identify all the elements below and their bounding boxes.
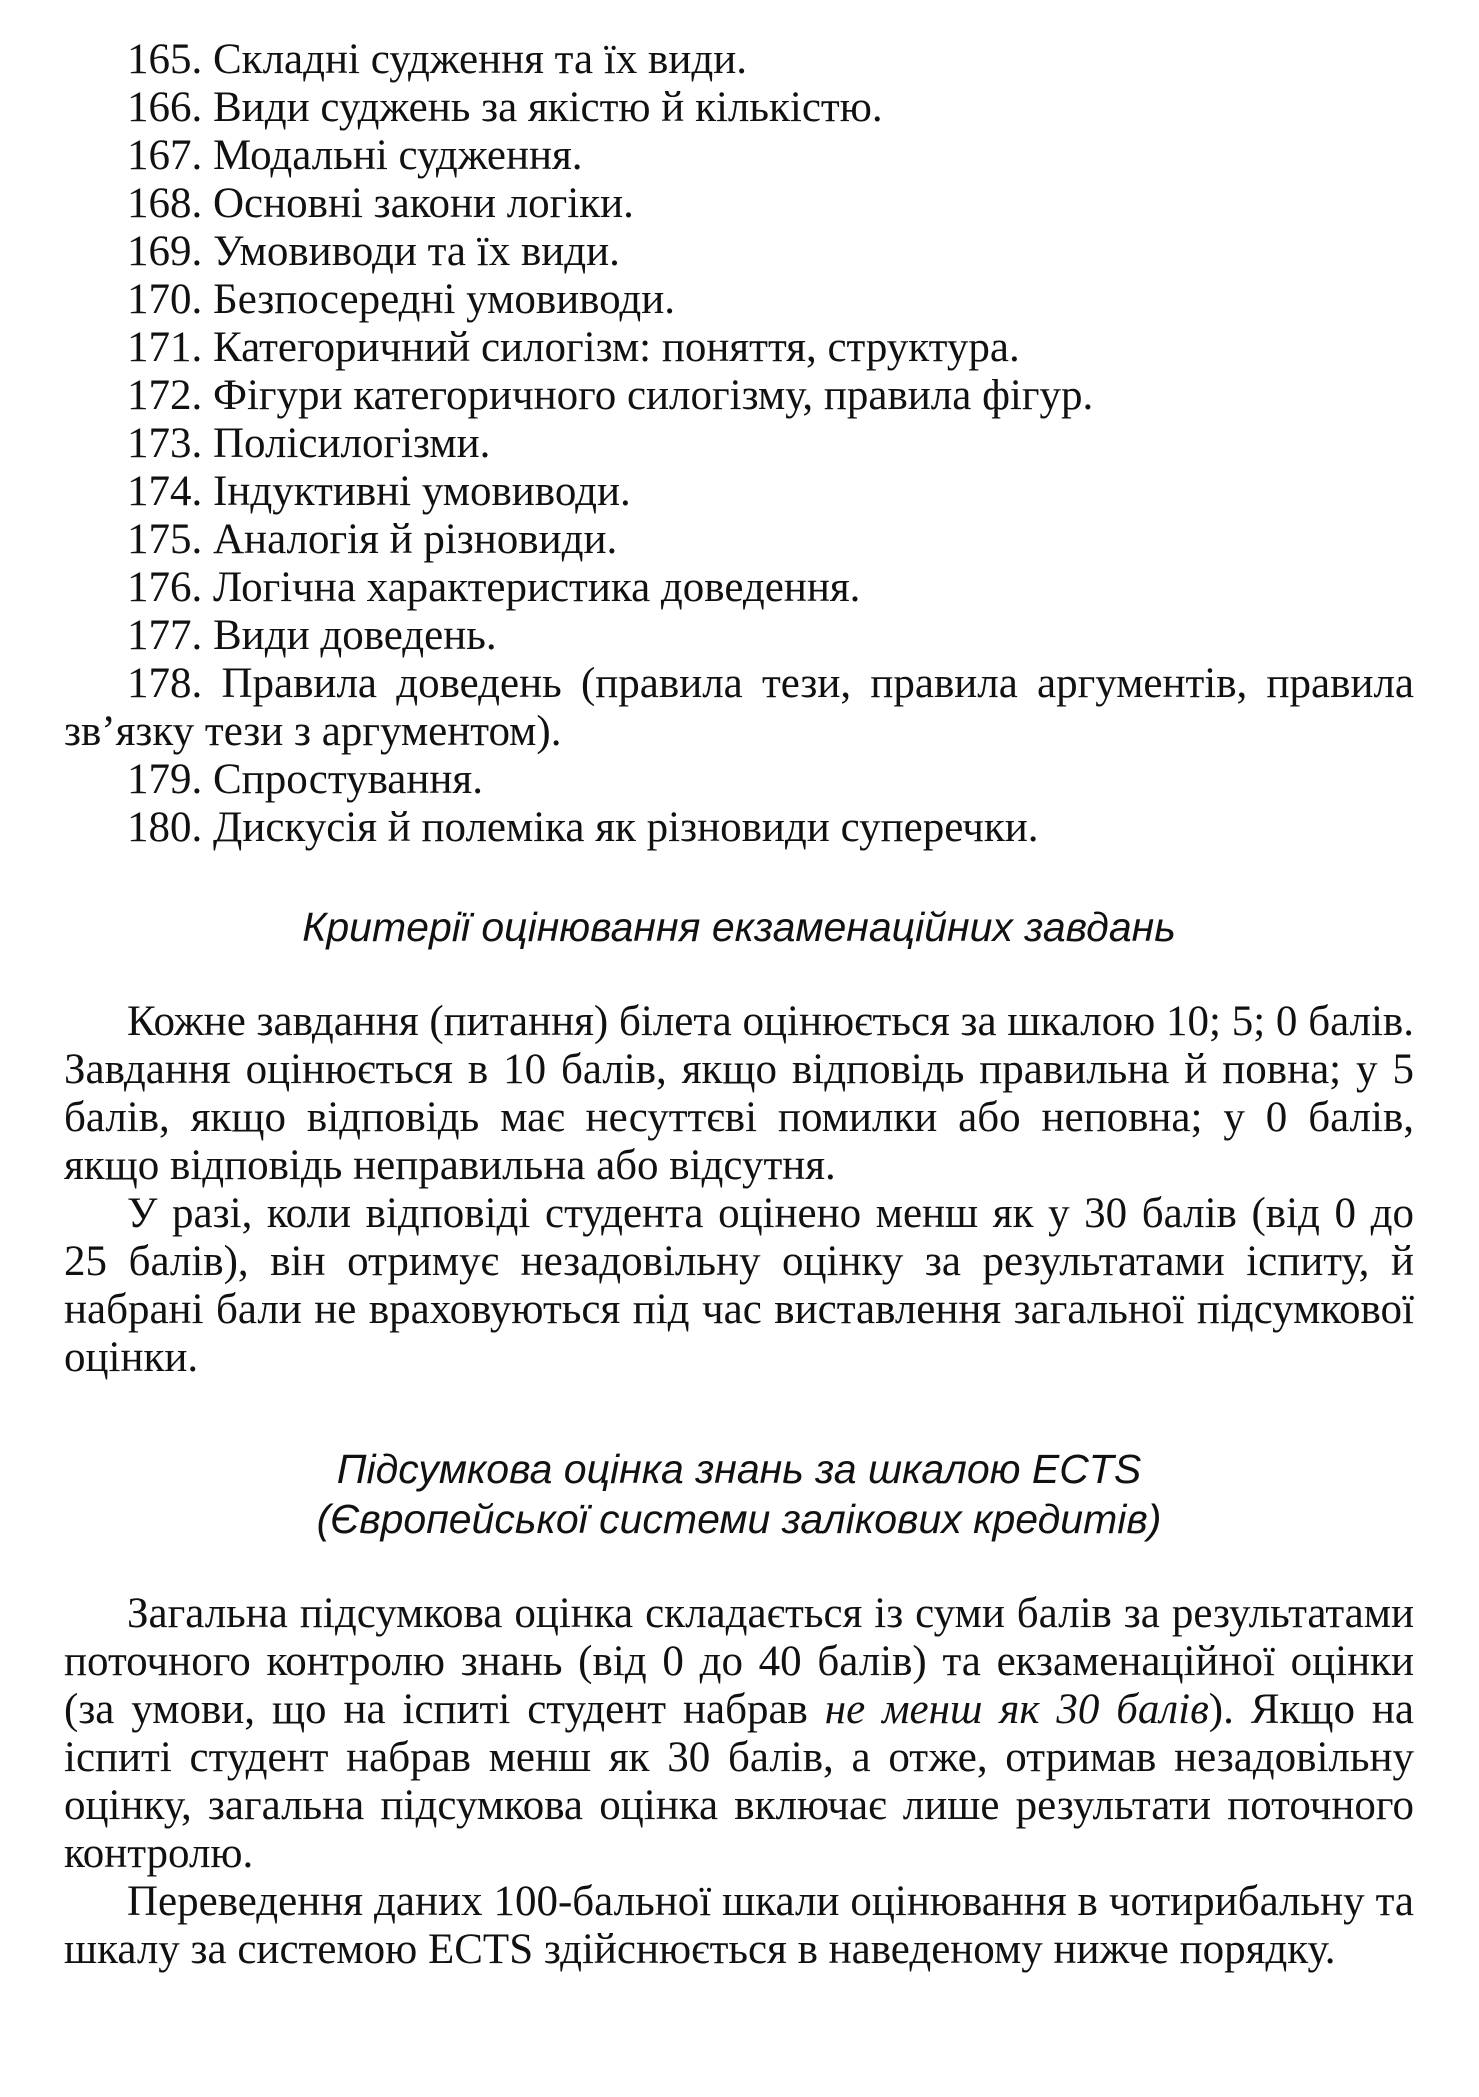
emphasis-text: не менш як 30 балів [824, 1686, 1209, 1733]
list-item: 175. Аналогія й різновиди. [127, 516, 618, 563]
list-item: 178. Правила доведень (правила тези, правила аргументів, правила зв’язку тези з аргументом). [64, 660, 1414, 755]
list-item: 167. Модальні судження. [127, 132, 583, 179]
list-item: 177. Види доведень. [127, 612, 497, 659]
list-item: 180. Дискусія й полеміка як різновиди суперечки. [127, 804, 1039, 851]
list-item: 173. Полісилогізми. [127, 420, 491, 467]
list-item: 176. Логічна характеристика доведення. [127, 564, 861, 611]
list-item: 165. Складні судження та їх види. [127, 36, 747, 83]
list-item: 171. Категоричний силогізм: поняття, структура. [127, 324, 1020, 371]
list-item: 174. Індуктивні умовиводи. [127, 468, 631, 515]
criteria-paragraph-2: У разі, коли відповіді студента оцінено менш як у 30 балів (від 0 до 25 балів), він отримує незадовільну оцінку за результатами іспиту, й набрані бали не враховуються під час виставлення загальної підсумкової оцінки. [64, 1190, 1414, 1381]
list-item: 172. Фігури категоричного силогізму, правила фігур. [127, 372, 1094, 419]
list-item: 166. Види суджень за якістю й кількістю. [127, 84, 883, 131]
ects-paragraph-2: Переведення даних 100-бальної шкали оцінювання в чотирибальну та шкалу за системою ECTS здійснюється в наведеному нижче порядку. [64, 1878, 1414, 1973]
list-item: 170. Безпосередні умовиводи. [127, 276, 676, 323]
section-heading-ects-line1: Підсумкова оцінка знань за шкалою ECTS [336, 1446, 1142, 1492]
document-page [64, 36, 1414, 1974]
ects-paragraph-1: Загальна підсумкова оцінка складається із суми балів за результатами поточного контролю знань (від 0 до 40 балів) та екзаменаційної оцінки (за умови, що на іспиті студент набрав не менш як 30 балів). Якщо на іспиті студент набрав менш як 30 балів, а отже, отримав незадовільну оцінку, загальна підсумкова оцінка включає лише результати поточного контролю. [64, 1590, 1414, 1877]
criteria-paragraph-1: Кожне завдання (питання) білета оцінюється за шкалою 10; 5; 0 балів. Завдання оцінюється в 10 балів, якщо відповідь правильна й повна; у 5 балів, якщо відповідь має несуттєві помилки або неповна; у 0 балів, якщо відповідь неправильна або відсутня. [64, 998, 1414, 1189]
list-item: 169. Умовиводи та їх види. [127, 228, 620, 275]
list-item: 179. Спростування. [127, 756, 483, 803]
section-heading-criteria: Критерії оцінювання екзаменаційних завдань [302, 904, 1176, 950]
question-list [64, 36, 1414, 852]
list-item: 168. Основні закони логіки. [127, 180, 634, 227]
section-heading-ects-line2: (Європейської системи залікових кредитів) [316, 1496, 1162, 1542]
